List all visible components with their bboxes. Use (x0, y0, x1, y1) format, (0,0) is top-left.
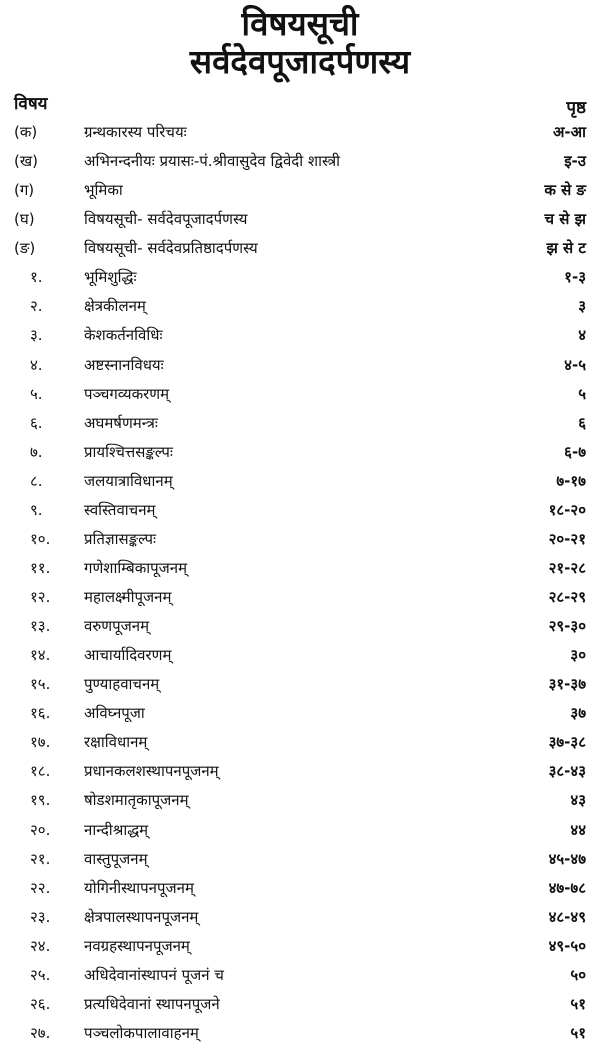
entry-page: ३० (570, 646, 586, 665)
toc-entry (0, 265, 600, 289)
page-column-header: पृष्ठ (566, 98, 586, 118)
toc-entry (0, 818, 600, 842)
entry-title: विषयसूची- सर्वदेवप्रतिष्ठादर्पणस्य (84, 239, 258, 258)
entry-page: ५१ (570, 994, 586, 1013)
entry-title: महालक्ष्मीपूजनम् (84, 588, 172, 606)
toc-entry (0, 353, 600, 377)
entry-title: केशकर्तनविधिः (84, 326, 163, 345)
entry-page: ३८-४३ (548, 762, 586, 781)
toc-entry (0, 469, 600, 493)
entry-title: नवग्रहस्थापनपूजनम् (84, 936, 190, 955)
toc-entry (0, 905, 600, 929)
entry-title: स्वस्तिवाचनम् (84, 500, 156, 519)
toc-entry (0, 963, 600, 987)
entry-page: ४३ (570, 791, 586, 810)
entry-title: अभिनन्दनीयः प्रयासः-पं.श्रीवासुदेव द्विवेदी शास्त्री (84, 152, 341, 171)
entry-title: अष्टस्नानविधयः (84, 355, 164, 374)
entry-number: १. (30, 268, 43, 287)
entry-number: १९. (30, 791, 51, 810)
toc-entry (0, 178, 600, 202)
entry-page: ३७ (570, 704, 586, 723)
entry-number: (क) (14, 123, 38, 141)
entry-title: अघमर्षणमन्त्रः (84, 413, 158, 432)
toc-entry (0, 643, 600, 667)
entry-title: अविघ्नपूजा (84, 704, 145, 723)
entry-title: प्रतिज्ञासङ्कल्पः (84, 529, 157, 548)
entry-title: प्रधानकलशस्थापनपूजनम् (84, 762, 219, 781)
toc-entry (0, 120, 600, 144)
toc-entry (0, 382, 600, 406)
entry-page: झ से ट (546, 239, 586, 258)
entry-number: ७. (30, 442, 43, 461)
entry-page: च से झ (544, 210, 586, 229)
entry-number: १२. (30, 588, 51, 606)
entry-title: रक्षाविधानम् (84, 733, 148, 752)
toc-entry (0, 992, 600, 1016)
entry-number: ६. (30, 413, 43, 432)
toc-entry (0, 614, 600, 638)
entry-number: १६. (30, 704, 51, 723)
entry-title: आचार्यादिवरणम् (84, 646, 172, 665)
entry-title: प्रत्यधिदेवानां स्थापनपूजने (84, 994, 220, 1013)
toc-entry (0, 759, 600, 783)
entry-page: क से ङ (544, 181, 586, 200)
entry-page: ५ (578, 384, 586, 403)
entry-page: २९-३० (548, 617, 586, 636)
toc-entry (0, 440, 600, 464)
page-subtitle: सर्वदेवपूजादर्पणस्य (189, 42, 411, 81)
entry-page: २१-२८ (548, 558, 586, 577)
entry-page: ४७-७८ (548, 878, 586, 897)
entry-title: भूमिशुद्धिः (84, 268, 137, 287)
toc-entry (0, 788, 600, 812)
entry-number: १४. (30, 646, 51, 665)
entry-page: ३१-३७ (548, 675, 586, 694)
entry-title: अधिदेवानांस्थापनं पूजनं च (84, 965, 224, 984)
entry-number: २१. (30, 849, 51, 868)
entry-title: प्रायश्चित्तसङ्कल्पः (84, 442, 173, 461)
entry-title: षोडशमातृकापूजनम् (84, 791, 189, 810)
entry-number: २. (30, 297, 43, 316)
toc-entry (0, 149, 600, 173)
entry-title: नान्दीश्राद्धम् (84, 820, 149, 839)
entry-number: २२. (30, 878, 51, 897)
subject-column-header: विषय (14, 94, 48, 114)
toc-entry (0, 1021, 600, 1045)
entry-page: ५१ (570, 1023, 586, 1042)
entry-title: योगिनीस्थापनपूजनम् (84, 878, 194, 897)
entry-page: ३७-३८ (548, 733, 586, 752)
toc-entry (0, 294, 600, 318)
entry-number: (घ) (14, 210, 35, 229)
entry-page: २०-२१ (548, 529, 586, 548)
entry-number: १०. (30, 529, 51, 548)
entry-number: (ङ) (14, 239, 36, 258)
entry-page: ३ (578, 297, 586, 316)
toc-entry (0, 236, 600, 260)
entry-number: २५. (30, 965, 51, 984)
toc-entry (0, 701, 600, 725)
toc-entry (0, 672, 600, 696)
entry-page: ४-५ (564, 355, 586, 374)
entry-number: ५. (30, 384, 43, 403)
entry-title: क्षेत्रपालस्थापनपूजनम् (84, 907, 199, 926)
entry-title: विषयसूची- सर्वदेवपूजादर्पणस्य (84, 210, 248, 229)
entry-number: १३. (30, 617, 51, 636)
entry-number: १८. (30, 762, 51, 781)
toc-entry (0, 556, 600, 580)
entry-number: २७. (30, 1023, 51, 1042)
toc-entry (0, 585, 600, 609)
entry-page: १८-२० (548, 500, 586, 519)
entry-title: वास्तुपूजनम् (84, 849, 148, 868)
entry-number: ९. (30, 500, 43, 519)
entry-page: अ-आ (552, 123, 586, 141)
entry-page: ४५-४७ (548, 849, 586, 868)
entry-number: २३. (30, 907, 51, 926)
toc-entry (0, 527, 600, 551)
entry-page: २८-२९ (548, 588, 586, 606)
toc-entry (0, 847, 600, 871)
entry-page: ४८-४९ (548, 907, 586, 926)
toc-entry (0, 498, 600, 522)
entry-number: २६. (30, 994, 51, 1013)
entry-title: पञ्चगव्यकरणम् (84, 384, 170, 403)
entry-title: ग्रन्थकारस्य परिचयः (84, 123, 187, 141)
entry-number: ३. (30, 326, 43, 345)
toc-entry (0, 876, 600, 900)
entry-page: ४९-५० (548, 936, 586, 955)
toc-entry (0, 411, 600, 435)
entry-title: क्षेत्रकीलनम् (84, 297, 146, 316)
entry-title: जलयात्राविधानम् (84, 471, 173, 490)
table-of-contents (0, 120, 600, 1045)
entry-page: ४ (578, 326, 586, 345)
toc-entry (0, 730, 600, 754)
entry-page: ६-७ (564, 442, 586, 461)
entry-title: भूमिका (84, 181, 123, 200)
entry-number: ११. (30, 558, 51, 577)
entry-number: (ख) (14, 152, 38, 171)
entry-title: पञ्चलोकपालावाहनम् (84, 1023, 199, 1042)
toc-entry (0, 934, 600, 958)
entry-number: १५. (30, 675, 51, 694)
entry-page: ७-१७ (556, 471, 586, 490)
page-title: विषयसूची (241, 4, 359, 43)
entry-number: १७. (30, 733, 51, 752)
entry-page: इ-उ (564, 152, 586, 171)
toc-entry (0, 207, 600, 231)
entry-number: २४. (30, 936, 51, 955)
entry-number: २०. (30, 820, 51, 839)
entry-page: १-३ (564, 268, 586, 287)
toc-entry (0, 323, 600, 347)
entry-number: ८. (30, 471, 43, 490)
entry-title: वरुणपूजनम् (84, 617, 150, 636)
entry-number: (ग) (14, 181, 35, 200)
entry-page: ६ (578, 413, 586, 432)
entry-title: गणेशाम्बिकापूजनम् (84, 558, 188, 577)
entry-title: पुण्याहवाचनम् (84, 675, 160, 694)
entry-page: ४४ (570, 820, 586, 839)
entry-page: ५० (570, 965, 586, 984)
entry-number: ४. (30, 355, 43, 374)
